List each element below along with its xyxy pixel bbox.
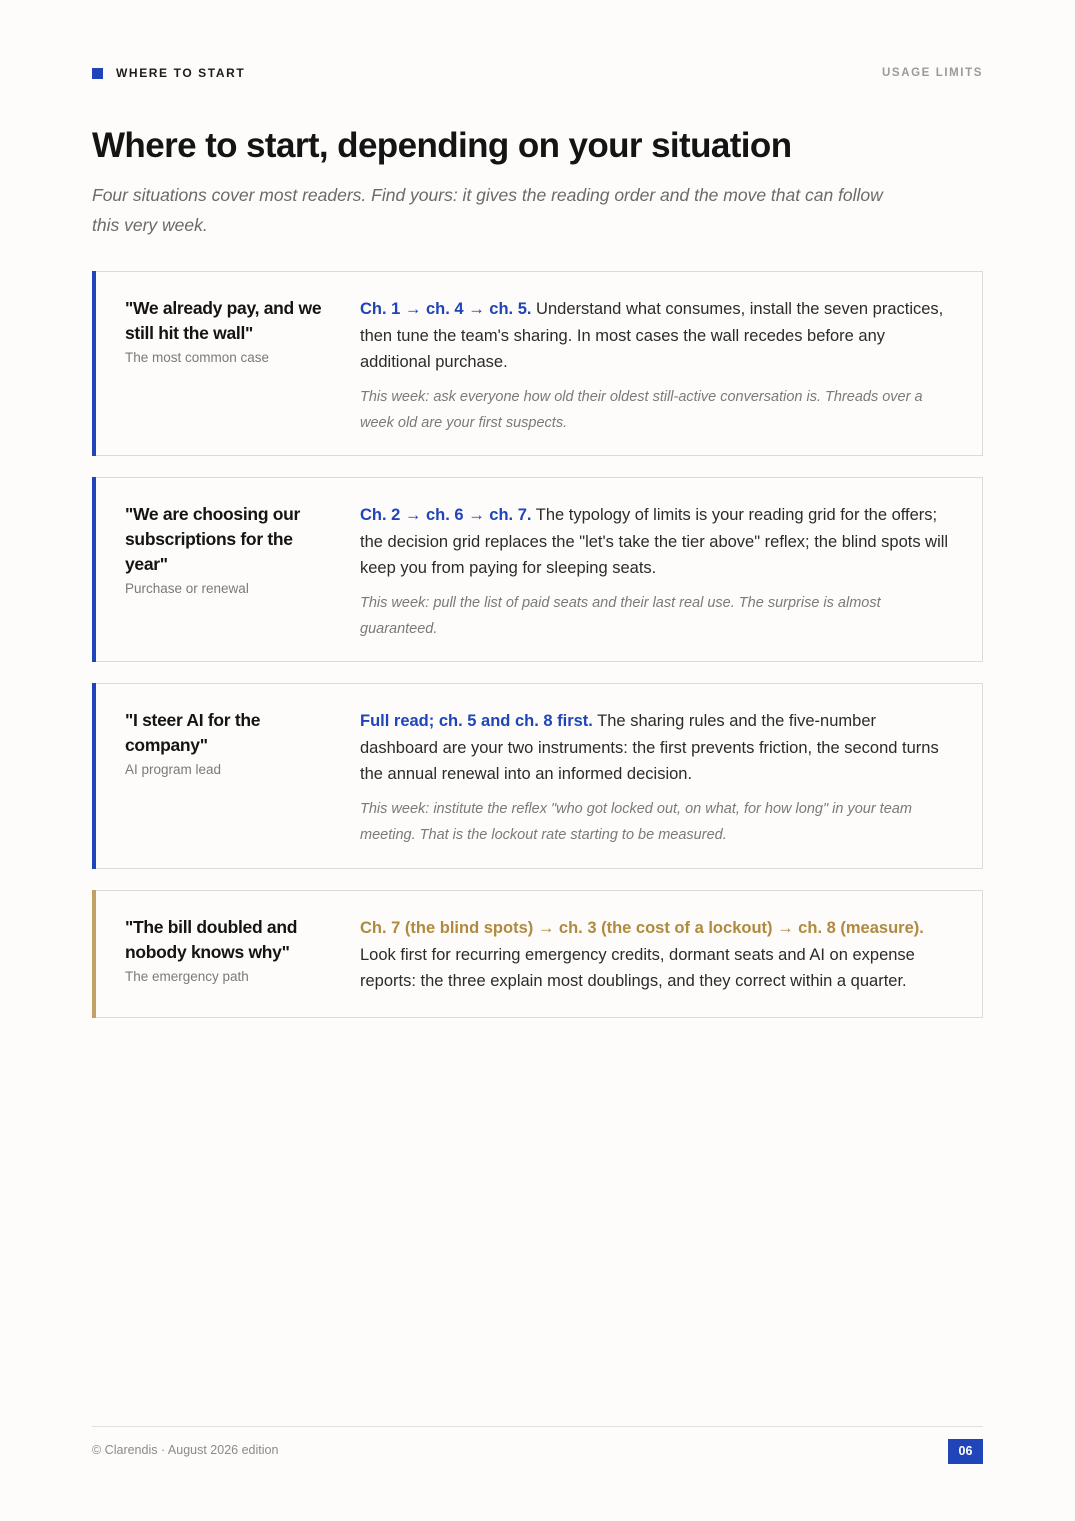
reading-order: Ch. 7 (the blind spots) → ch. 3 (the cost of a lockout) → ch. 8 (measure). [360, 919, 924, 937]
this-week-action: This week: ask everyone how old their oldest still-active conversation is. Threads over a week old are your first suspects. [360, 388, 923, 431]
situation-content [360, 502, 958, 642]
page-title: Where to start, depending on your situation [92, 126, 792, 165]
situation-caption: The emergency path [125, 969, 249, 984]
situation-content [360, 296, 958, 436]
reading-order: Ch. 1 → ch. 4 → ch. 5. [360, 300, 532, 318]
section-label: WHERE TO START [116, 66, 246, 80]
square-bullet-icon [92, 68, 103, 79]
card-accent-bar [92, 890, 96, 1018]
card-accent-bar [92, 477, 96, 662]
reading-order: Full read; ch. 5 and ch. 8 first. [360, 712, 593, 730]
situation-body [360, 708, 958, 788]
running-title: USAGE LIMITS [882, 67, 983, 79]
section-marker [92, 66, 245, 80]
situation-quote: "I steer AI for the company" [125, 710, 261, 755]
situation-description: The sharing rules and the five-number dashboard are your two instruments: the first prevents friction, the second turns the annual renewal into an informed decision. [360, 712, 939, 783]
this-week-action: This week: pull the list of paid seats and their last real use. The surprise is almost guaranteed. [360, 594, 881, 637]
this-week-action: This week: institute the reflex "who got locked out, on what, for how long" in your team meeting. That is the lockout rate starting to be measured. [360, 800, 912, 843]
situation-body [360, 296, 958, 376]
footer-copyright: © Clarendis · August 2026 edition [92, 1443, 279, 1457]
situation-caption: AI program lead [125, 762, 222, 777]
situation-quote: "The bill doubled and nobody knows why" [125, 917, 298, 962]
situation-body [360, 915, 958, 995]
situation-caption: Purchase or renewal [125, 581, 249, 596]
situation-heading [125, 915, 325, 987]
situation-content [360, 708, 958, 848]
page [92, 0, 983, 1521]
card-accent-bar [92, 683, 96, 869]
page-header [92, 66, 983, 82]
situation-heading [125, 708, 325, 780]
situation-card [92, 271, 983, 456]
situation-body [360, 502, 958, 582]
situation-description: The typology of limits is your reading grid for the offers; the decision grid replaces the "let's take the tier above" reflex; the blind spots will keep you from paying for sleeping seats. [360, 506, 949, 577]
situation-caption: The most common case [125, 350, 270, 365]
situation-heading [125, 296, 325, 368]
situation-quote: "We are choosing our subscriptions for the year" [125, 504, 301, 574]
situation-heading [125, 502, 325, 599]
situation-quote: "We already pay, and we still hit the wall" [125, 298, 322, 343]
situation-card [92, 477, 983, 662]
page-subtitle: Four situations cover most readers. Find yours: it gives the reading order and the move that can follow this very week. [92, 185, 883, 235]
footer-divider [92, 1426, 983, 1427]
card-accent-bar [92, 271, 96, 456]
situation-description: Look first for recurring emergency credits, dormant seats and AI on expense reports: the three explain most doublings, and they correct within a quarter. [360, 945, 915, 990]
situation-description: Understand what consumes, install the seven practices, then tune the team's sharing. In most cases the wall recedes before any additional purchase. [360, 300, 944, 371]
situation-content [360, 915, 958, 995]
situation-card-emergency [92, 890, 983, 1018]
situation-card [92, 683, 983, 869]
reading-order: Ch. 2 → ch. 6 → ch. 7. [360, 506, 532, 524]
page-number-badge: 06 [948, 1439, 983, 1464]
